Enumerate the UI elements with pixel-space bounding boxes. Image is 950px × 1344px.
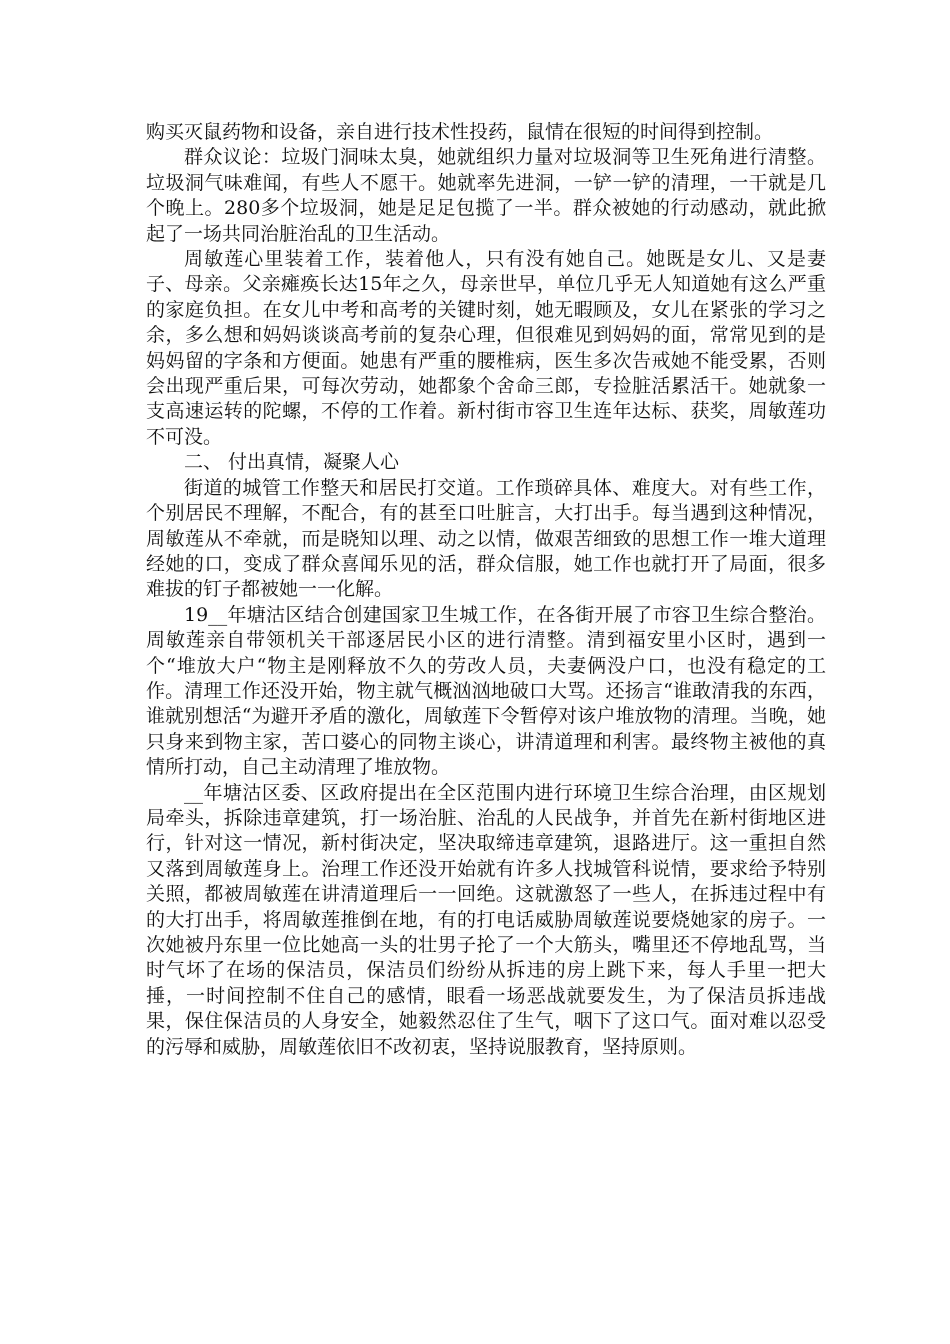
paragraph-residents-work: 街道的城管工作整天和居民打交道。工作琐碎具体、难度大。对有些工作，个别居民不理解，不配合，有的甚至口吐脏言，大打出手。每当遇到这种情况，周敏莲从不牵就，而是晓知以理、动之以情，做艰苦细致的思想工作一堆大道理经她的口，变成了群众喜闻乐见的活，群众信服，她工作也就打开了局面，很多难拔的钉子都被她一一化解。 (146, 476, 826, 601)
paragraph-continuation: 购买灭鼠药物和设备，亲自进行技术性投药，鼠情在很短的时间得到控制。 (146, 121, 774, 143)
section-heading-2: 二、 付出真情，凝聚人心 (184, 451, 400, 474)
paragraph-family-burden: 周敏莲心里装着工作，装着他人，只有没有她自己。她既是女儿、又是妻子、母亲。父亲瘫痪长达15年之久，母亲世早，单位几乎无人知道她有这么严重的家庭负担。在女儿中考和高考的关键时刻，她无暇顾及，女儿在紧张的学习之余，多么想和妈妈谈谈高考前的复杂心理，但很难见到妈妈的面，常常见到的是妈妈留的字条和方便面。她患有严重的腰椎病，医生多次告戒她不能受累，否则会出现严重后果，可每次劳动，她都象个舍命三郎，专捡脏活累活干。她就象一支高速运转的陀螺，不停的工作着。新村街市容卫生连年达标、获奖，周敏莲功不可没。 (146, 248, 826, 448)
document-body (146, 120, 826, 1060)
paragraph-garbage-holes: 群众议论：垃圾门洞味太臭，她就组织力量对垃圾洞等卫生死角进行清整。垃圾洞气味难闻，有些人不愿干。她就率先进洞，一铲一铲的清理，一干就是几个晚上。280多个垃圾洞，她是足足包揽了一半。群众被她的行动感动，就此掀起了一场共同治脏治乱的卫生活动。 (146, 146, 826, 245)
paragraph-fuanli-cleanup: 19__年塘沽区结合创建国家卫生城工作，在各街开展了市容卫生综合整治。周敏莲亲自带领机关干部逐居民小区的进行清整。清到福安里小区时，遇到一个“堆放大户“物主是刚释放不久的劳改人员，夫妻俩没户口，也没有稳定的工作。清理工作还没开始，物主就气概汹汹地破口大骂。还扬言“谁敢清我的东西，谁就别想活“为避开矛盾的激化，周敏莲下令暂停对该户堆放物的清理。当晚，她只身来到物主家，苦口婆心的同物主谈心，讲清道理和利害。最终物主被他的真情所打动，自己主动清理了堆放物。 (146, 603, 826, 779)
paragraph-illegal-buildings: __年塘沽区委、区政府提出在全区范围内进行环境卫生综合治理，由区规划局牵头，拆除违章建筑，打一场治脏、治乱的人民战争，并首先在新村街地区进行，针对这一情况，新村街决定，坚决取缔违章建筑，退路进厅。这一重担自然又落到周敏莲身上。治理工作还没开始就有许多人找城管科说情，要求给予特别关照，都被周敏莲在讲清道理后一一回绝。这就激怒了一些人，在拆违过程中有的大打出手，将周敏莲推倒在地，有的打电话威胁周敏莲说要烧她家的房子。一次她被丹东里一位比她高一头的壮男子抡了一个大筋头，嘴里还不停地乱骂，当时气坏了在场的保洁员，保洁员们纷纷从拆违的房上跳下来，每人手里一把大捶，一时间控制不住自己的感情，眼看一场恶战就要发生，为了保洁员拆违战果，保住保洁员的人身安全，她毅然忍住了生气，咽下了这口气。面对难以忍受的污辱和威胁，周敏莲依旧不改初衷，坚持说服教育，坚持原则。 (146, 781, 826, 1058)
